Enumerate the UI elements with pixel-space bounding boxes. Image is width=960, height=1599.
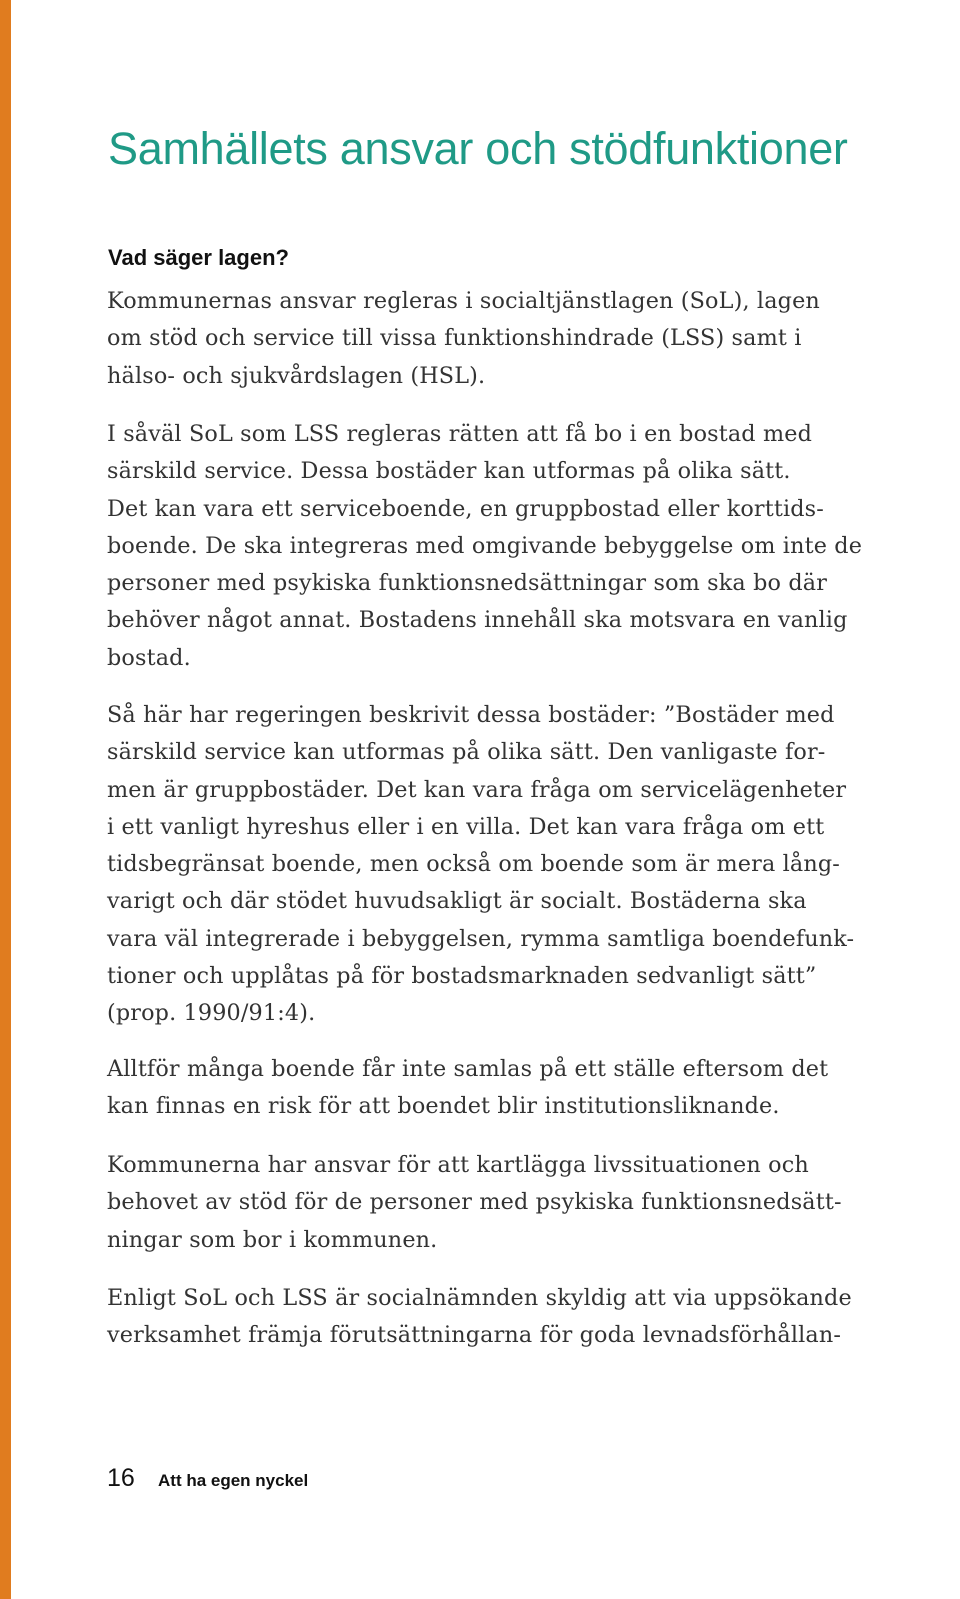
paragraph-line: kan finnas en risk för att boendet blir institutionsliknande. (107, 1093, 780, 1120)
section-heading: Vad säger lagen? (108, 245, 289, 270)
paragraph-line: (prop. 1990/91:4). (107, 1000, 316, 1027)
footer-publication-title: Att ha egen nyckel (158, 1471, 309, 1490)
paragraph-line: om stöd och service till vissa funktionshindrade (LSS) samt i (107, 325, 802, 352)
paragraph-line: behöver något annat. Bostadens innehåll ska motsvara en vanlig (107, 607, 848, 634)
page-number: 16 (107, 1464, 135, 1492)
paragraph-line: ningar som bor i kommunen. (107, 1226, 438, 1253)
paragraph-line: bostad. (107, 644, 191, 671)
paragraph-line: verksamhet främja förutsättningarna för goda levnadsförhållan- (107, 1322, 842, 1349)
paragraph-line: personer med psykiska funktionsnedsättningar som ska bo där (107, 570, 828, 597)
paragraph-line: Alltför många boende får inte samlas på ett ställe eftersom det (107, 1056, 829, 1082)
paragraph-line: tidsbegränsat boende, men också om boende som är mera lång- (107, 851, 840, 878)
paragraph-institution-risk (107, 1051, 828, 1126)
paragraph-laws (107, 283, 820, 395)
paragraph-line: Så här har regeringen beskrivit dessa bostäder: ”Bostäder med (107, 702, 835, 728)
paragraph-line: boende. De ska integreras med omgivande bebyggelse om inte de (107, 532, 863, 559)
paragraph-outreach (107, 1280, 852, 1355)
paragraph-line: hälso- och sjukvårdslagen (HSL). (107, 362, 486, 389)
paragraph-special-housing (107, 416, 862, 677)
paragraph-line: vara väl integrerade i bebyggelsen, rymma samtliga boendefunk- (107, 925, 855, 952)
paragraph-line: särskild service kan utformas på olika sätt. Den vanligaste for- (107, 739, 826, 766)
paragraph-line: Kommunernas ansvar regleras i socialtjänstlagen (SoL), lagen (107, 288, 820, 314)
paragraph-line: behovet av stöd för de personer med psykiska funktionsnedsätt- (107, 1189, 842, 1216)
paragraph-line: Enligt SoL och LSS är socialnämnden skyldig att via uppsökande (107, 1285, 852, 1311)
paragraph-line: Kommunerna har ansvar för att kartlägga livssituationen och (107, 1152, 809, 1178)
paragraph-municipal-responsibility (107, 1147, 842, 1259)
paragraph-line: Det kan vara ett serviceboende, en gruppbostad eller korttids- (107, 495, 824, 522)
paragraph-line: tioner och upplåtas på för bostadsmarknaden sedvanligt sätt” (107, 963, 817, 990)
paragraph-line: I såväl SoL som LSS regleras rätten att få bo i en bostad med (107, 421, 813, 447)
page-edge-bar (0, 0, 11, 1599)
page-title: Samhällets ansvar och stödfunktioner (108, 123, 848, 174)
paragraph-line: i ett vanligt hyreshus eller i en villa. Det kan vara fråga om ett (107, 813, 825, 840)
paragraph-line: varigt och där stödet huvudsakligt är socialt. Bostäderna ska (107, 888, 807, 915)
paragraph-government-quote (107, 697, 854, 1033)
paragraph-line: särskild service. Dessa bostäder kan utformas på olika sätt. (107, 458, 791, 485)
paragraph-line: men är gruppbostäder. Det kan vara fråga om servicelägenheter (107, 776, 847, 803)
